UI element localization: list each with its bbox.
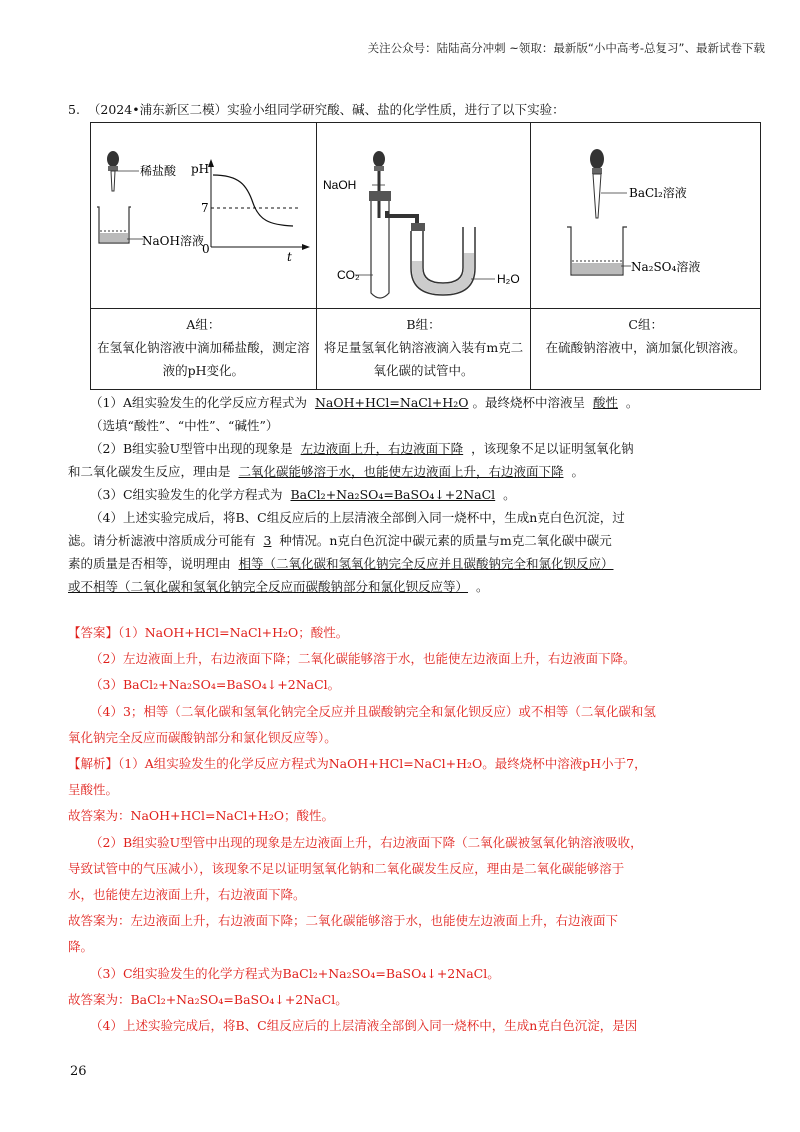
q4-line-3: 素的质量是否相等，说明理由 相等（二氧化碳和氢氧化钠完全反应并且碳酸钠完全和氯化钡反应） — [68, 556, 614, 571]
caption-a-text: 在氢氧化钠溶液中滴加稀盐酸，测定溶液的pH变化。 — [97, 340, 310, 378]
explanation-4: （4）上述实验完成后，将B、C组反应后的上层清液全部倒入同一烧杯中，生成n克白色沉淀，是因 — [90, 1018, 638, 1034]
explanation-2-answer: 故答案为：左边液面上升，右边液面下降；二氧化碳能够溶于水，也能使左边液面上升，右边液面下 — [68, 913, 619, 929]
caption-b-label: B组： — [406, 317, 441, 332]
dropper-bulb — [373, 151, 385, 167]
q1-line: （1）A组实验发生的化学反应方程式为 NaOH+HCl=NaCl+H₂O 。最终烧杯中溶液呈 酸性 。 — [90, 395, 639, 410]
co2-label: CO₂ — [336, 268, 360, 282]
answer-4-cont: 氧化钠完全反应而碳酸钠部分和氯化钡反应等）。 — [68, 729, 337, 745]
figure-c-cell — [531, 123, 761, 309]
h2o-label: H₂O — [496, 272, 520, 286]
liquid — [100, 233, 128, 242]
q3-line: （3）C组实验发生的化学方程式为 BaCl₂+Na₂SO₄=BaSO₄↓+2NaCl 。 — [90, 487, 516, 502]
u-tube-water — [412, 253, 474, 294]
dropper-neck — [592, 168, 602, 174]
figure-b — [317, 123, 532, 308]
na2so4-label: Na₂SO₄溶液 — [631, 260, 701, 274]
naoh-label: NaOH — [322, 178, 356, 192]
explanation-2: （2）B组实验U型管中出现的现象是左边液面上升，右边液面下降（二氧化碳被氢氧化钠溶液吸收， — [90, 834, 643, 850]
q1-note: （选填“酸性”、“中性”、“碱性”） — [90, 418, 279, 433]
figure-b-cell — [316, 123, 531, 309]
question-body — [68, 391, 768, 598]
figure-a-cell — [91, 123, 317, 309]
q2-line-2: 和二氧化碳发生反应，理由是 二氧化碳能够溶于水，也能使左边液面上升，右边液面下降 。 — [68, 464, 584, 479]
dropper-tube — [111, 171, 115, 191]
explanation-1-cont: 呈酸性。 — [68, 782, 119, 798]
experiment-table — [90, 122, 761, 390]
q2-answer: 左边液面上升，右边液面下降 — [300, 441, 464, 456]
q4-answer-count: 3 — [263, 533, 272, 548]
dropper-neck — [374, 166, 384, 171]
explanation-2-cont: 导致试管中的气压减小），该现象不足以证明氢氧化钠和二氧化碳发生反应，理由是二氧化碳能够溶于 — [68, 860, 625, 876]
caption-b — [316, 309, 531, 390]
caption-a-label: A组： — [186, 317, 221, 332]
caption-b-text: 将足量氢氧化钠溶液滴入装有m克二氧化碳的试管中。 — [323, 340, 524, 378]
q4-line: （4）上述实验完成后，将B、C组反应后的上层清液全部倒入同一烧杯中，生成n克白色沉淀，过 — [90, 510, 625, 525]
ph-curve — [213, 175, 293, 226]
answer-4: （4）3；相等（二氧化碳和氢氧化钠完全反应并且碳酸钠完全和氯化钡反应）或不相等（二氧化碳和氢 — [90, 703, 656, 719]
figure-a — [91, 123, 317, 308]
explanation-2-cont-2: 水，也能使左边液面上升，右边液面下降。 — [68, 887, 306, 903]
caption-c — [531, 309, 761, 390]
caption-c-label: C组： — [628, 317, 663, 332]
base-label: NaOH溶液 — [142, 234, 204, 248]
explanation-3: （3）C组实验发生的化学方程式为BaCl₂+Na₂SO₄=BaSO₄↓+2NaCl。 — [90, 965, 500, 981]
explanation-3-answer: 故答案为：BaCl₂+Na₂SO₄=BaSO₄↓+2NaCl。 — [68, 991, 348, 1007]
answer-3: （3）BaCl₂+Na₂SO₄=BaSO₄↓+2NaCl。 — [90, 677, 341, 693]
dropper-tube — [593, 174, 601, 218]
liquid — [572, 263, 622, 274]
u-stopper — [411, 223, 425, 231]
u-tube-inner — [423, 227, 463, 283]
q1-answer: NaOH+HCl=NaCl+H₂O — [314, 395, 469, 410]
ref-label: 7 — [201, 201, 209, 215]
q4-line-4: 或不相等（二氧化碳和氢氧化钠完全反应而碳酸钠部分和氯化钡反应等） 。 — [68, 579, 489, 594]
question-number: 5. — [68, 102, 80, 117]
x-axis-arrow — [302, 244, 310, 250]
acid-label: 稀盐酸 — [140, 164, 177, 178]
q4-answer-reason: 相等（二氧化碳和氢氧化钠完全反应并且碳酸钠完全和氯化钡反应） — [238, 556, 614, 571]
q4-line-2: 滤。请分析滤液中溶质成分可能有 3 种情况。n克白色沉淀中碳元素的质量与m克二氧化碳中碳元 — [68, 533, 612, 548]
explanation-1-answer: 故答案为：NaOH+HCl=NaCl+H₂O；酸性。 — [68, 808, 335, 824]
explanation-2-answer-cont: 降。 — [68, 939, 94, 955]
question-title — [68, 100, 768, 118]
dropper-neck — [108, 166, 118, 171]
bacl2-label: BaCl₂溶液 — [629, 186, 688, 200]
q1-answer-2: 酸性 — [592, 395, 618, 410]
dropper-bulb — [107, 151, 119, 167]
page-number: 26 — [70, 1064, 87, 1079]
dropper-bulb — [590, 149, 604, 169]
q3-answer: BaCl₂+Na₂SO₄=BaSO₄↓+2NaCl — [290, 487, 496, 502]
y-axis-label: pH — [191, 162, 210, 176]
page-header: 关注公众号：陆陆高分冲刺 ~领取：最新版“小中高考-总复习”、最新试卷下载 — [367, 41, 765, 55]
answer-section — [68, 620, 768, 1039]
question-stem: （2024•浦东新区二模）实验小组同学研究酸、碱、盐的化学性质，进行了以下实验： — [87, 102, 565, 117]
answer-2: （2）左边液面上升，右边液面下降；二氧化碳能够溶于水，也能使左边液面上升，右边液面下降。 — [90, 651, 636, 667]
q4-answer-reason-2: 或不相等（二氧化碳和氢氧化钠完全反应而碳酸钠部分和氯化钡反应等） — [68, 579, 469, 594]
stopper — [369, 191, 391, 201]
figure-c — [531, 123, 761, 308]
q2-answer-2: 二氧化碳能够溶于水，也能使左边液面上升，右边液面下降 — [238, 464, 564, 479]
answer-1: 【答案】（1）NaOH+HCl=NaCl+H₂O；酸性。 — [68, 625, 349, 640]
caption-c-text: 在硫酸钠溶液中，滴加氯化钡溶液。 — [545, 340, 746, 355]
x-axis-label: t — [287, 250, 292, 264]
explanation-1: 【解析】（1）A组实验发生的化学反应方程式为NaOH+HCl=NaCl+H₂O。最终烧杯中溶液pH小于7， — [68, 756, 647, 772]
caption-a — [91, 309, 317, 390]
origin-label: 0 — [202, 242, 210, 256]
q2-line: （2）B组实验U型管中出现的现象是 左边液面上升，右边液面下降 ，该现象不足以证明氢氧化钠 — [90, 441, 634, 456]
